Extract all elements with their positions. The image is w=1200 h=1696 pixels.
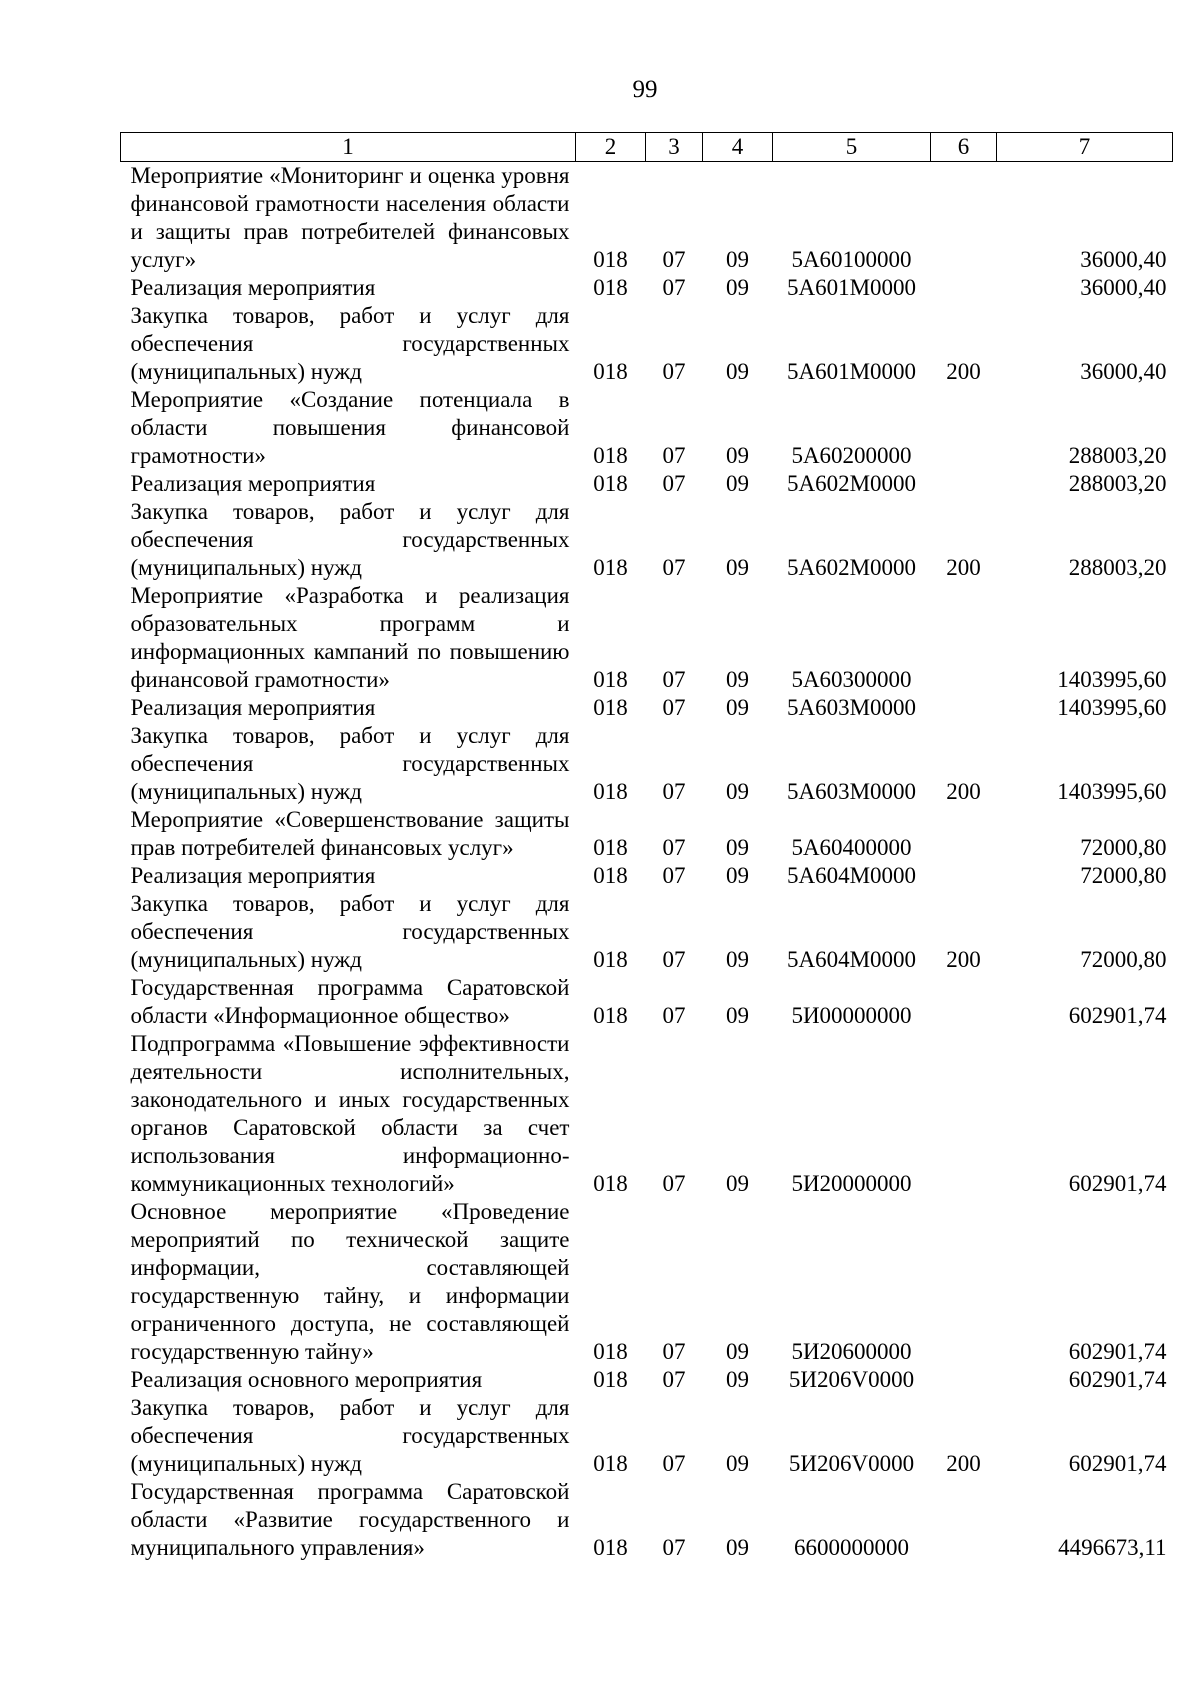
- row-col-5: 5И20600000: [791, 1339, 912, 1364]
- row-col-4: 09: [726, 835, 749, 860]
- row-col-6: [931, 274, 997, 302]
- row-col-4: 09: [726, 779, 749, 804]
- row-amount: 1403995,60: [1057, 695, 1167, 720]
- row-col-3: 07: [662, 1003, 686, 1028]
- row-col-4: 09: [726, 471, 749, 496]
- row-col-3: 07: [662, 1171, 686, 1196]
- row-amount: 72000,80: [1080, 835, 1167, 860]
- row-amount: 1403995,60: [1057, 667, 1167, 692]
- row-col-5: 5А604М0000: [786, 863, 917, 888]
- row-name: Подпрограмма «Повышение эффективности деятельности исполнительных, законодательного и иных государственных органов Саратовской области за счет использования информационно-коммуникационных технологий»: [130, 1031, 570, 1196]
- table-row: [121, 694, 1173, 722]
- row-col-2: 018: [593, 1339, 628, 1364]
- row-col-6: 200: [946, 947, 981, 972]
- row-name: Реализация мероприятия: [130, 471, 376, 496]
- row-name: Мероприятие «Разработка и реализация образовательных программ и информационных кампаний по повышению финансовой грамотности»: [130, 583, 570, 692]
- budget-table: [120, 132, 1172, 1562]
- row-col-4: 09: [726, 1003, 749, 1028]
- row-col-3: 07: [662, 1367, 686, 1392]
- row-col-5: 5А60400000: [791, 835, 912, 860]
- row-name: Закупка товаров, работ и услуг для обеспечения государственных (муниципальных) нужд: [130, 1395, 570, 1476]
- row-col-6: 200: [946, 359, 981, 384]
- row-name: Закупка товаров, работ и услуг для обеспечения государственных (муниципальных) нужд: [130, 303, 570, 384]
- row-col-6: [931, 1198, 997, 1366]
- header-cell-3: 3: [646, 133, 703, 162]
- row-col-2: 018: [593, 555, 628, 580]
- row-col-2: 018: [593, 667, 628, 692]
- row-col-4: 09: [726, 1367, 749, 1392]
- table-row: [121, 274, 1173, 302]
- table-row: [121, 806, 1173, 862]
- page-number: 99: [632, 76, 658, 103]
- row-col-3: 07: [662, 359, 686, 384]
- row-col-2: 018: [593, 247, 628, 272]
- row-col-6: [931, 862, 997, 890]
- row-col-2: 018: [593, 863, 628, 888]
- table-row: [121, 1198, 1173, 1366]
- row-amount: 4496673,11: [1058, 1535, 1167, 1560]
- table-row: [121, 498, 1173, 582]
- row-col-3: 07: [662, 443, 686, 468]
- row-col-3: 07: [662, 1535, 686, 1560]
- row-col-2: 018: [593, 779, 628, 804]
- row-col-2: 018: [593, 275, 628, 300]
- row-col-2: 018: [593, 359, 628, 384]
- row-name: Государственная программа Саратовской области «Информационное общество»: [130, 975, 570, 1028]
- row-amount: 36000,40: [1080, 275, 1167, 300]
- row-name: Реализация мероприятия: [130, 863, 376, 888]
- row-col-2: 018: [593, 1171, 628, 1196]
- row-col-5: 5А601М0000: [786, 359, 917, 384]
- row-col-2: 018: [593, 835, 628, 860]
- row-col-2: 018: [593, 1003, 628, 1028]
- row-col-6: [931, 162, 997, 275]
- table-row: [121, 890, 1173, 974]
- row-col-2: 018: [593, 947, 628, 972]
- row-col-4: 09: [726, 695, 749, 720]
- table-row: [121, 386, 1173, 470]
- table-row: [121, 722, 1173, 806]
- row-col-4: 09: [726, 667, 749, 692]
- row-col-6: [931, 582, 997, 694]
- row-col-4: 09: [726, 1339, 749, 1364]
- row-col-4: 09: [726, 863, 749, 888]
- row-col-5: 5А603М0000: [786, 695, 917, 720]
- row-col-2: 018: [593, 443, 628, 468]
- row-col-5: 5А60300000: [791, 667, 912, 692]
- row-col-3: 07: [662, 1339, 686, 1364]
- row-amount: 288003,20: [1068, 443, 1167, 468]
- row-col-6: 200: [946, 555, 981, 580]
- row-col-6: 200: [946, 1451, 981, 1476]
- row-name: Мероприятие «Создание потенциала в области повышения финансовой грамотности»: [130, 387, 570, 468]
- row-name: Мероприятие «Совершенствование защиты прав потребителей финансовых услуг»: [130, 807, 570, 860]
- row-col-6: [931, 1478, 997, 1562]
- table-row: [121, 1030, 1173, 1198]
- row-col-5: 5И20000000: [791, 1171, 912, 1196]
- table-row: [121, 974, 1173, 1030]
- row-col-6: 200: [946, 779, 981, 804]
- row-col-5: 5А603М0000: [786, 779, 917, 804]
- row-name: Реализация мероприятия: [130, 275, 376, 300]
- row-name: Реализация мероприятия: [130, 695, 376, 720]
- row-col-6: [931, 806, 997, 862]
- row-amount: 72000,80: [1080, 863, 1167, 888]
- header-cell-2: 2: [576, 133, 646, 162]
- row-col-3: 07: [662, 275, 686, 300]
- table-row: [121, 1394, 1173, 1478]
- row-col-2: 018: [593, 1367, 628, 1392]
- row-col-4: 09: [726, 1535, 749, 1560]
- row-col-6: [931, 1030, 997, 1198]
- row-col-5: 6600000000: [794, 1535, 909, 1560]
- row-amount: 602901,74: [1068, 1003, 1167, 1028]
- row-name: Закупка товаров, работ и услуг для обеспечения государственных (муниципальных) нужд: [130, 723, 570, 804]
- row-col-6: [931, 694, 997, 722]
- row-col-3: 07: [662, 779, 686, 804]
- row-col-5: 5И00000000: [791, 1003, 912, 1028]
- row-col-4: 09: [726, 359, 749, 384]
- row-name: Реализация основного мероприятия: [130, 1367, 483, 1392]
- row-name: Закупка товаров, работ и услуг для обеспечения государственных (муниципальных) нужд: [130, 891, 570, 972]
- row-col-3: 07: [662, 471, 686, 496]
- row-col-3: 07: [662, 1451, 686, 1476]
- row-col-2: 018: [593, 695, 628, 720]
- header-cell-4: 4: [703, 133, 773, 162]
- row-amount: 36000,40: [1080, 247, 1167, 272]
- row-col-3: 07: [662, 555, 686, 580]
- row-name: Закупка товаров, работ и услуг для обеспечения государственных (муниципальных) нужд: [130, 499, 570, 580]
- row-col-4: 09: [726, 1451, 749, 1476]
- row-col-3: 07: [662, 247, 686, 272]
- row-col-5: 5А604М0000: [786, 947, 917, 972]
- row-name: Основное мероприятие «Проведение мероприятий по технической защите информации, составляющей государственную тайну, и информации ограниченного доступа, не составляющей государственную тайну»: [130, 1199, 570, 1364]
- row-col-5: 5А602М0000: [786, 555, 917, 580]
- row-col-5: 5И206V0000: [788, 1367, 915, 1392]
- row-col-4: 09: [726, 443, 749, 468]
- header-cell-6: 6: [931, 133, 997, 162]
- row-col-5: 5А60100000: [791, 247, 912, 272]
- row-name: Мероприятие «Мониторинг и оценка уровня финансовой грамотности населения области и защиты прав потребителей финансовых услуг»: [130, 163, 570, 272]
- row-col-3: 07: [662, 947, 686, 972]
- row-col-3: 07: [662, 695, 686, 720]
- row-amount: 288003,20: [1068, 471, 1167, 496]
- table-row: [121, 470, 1173, 498]
- header-cell-5: 5: [773, 133, 931, 162]
- row-col-4: 09: [726, 247, 749, 272]
- table-body: [121, 162, 1173, 1563]
- row-col-2: 018: [593, 1535, 628, 1560]
- row-amount: 72000,80: [1080, 947, 1167, 972]
- table-row: [121, 862, 1173, 890]
- row-col-3: 07: [662, 835, 686, 860]
- header-cell-7: 7: [997, 133, 1173, 162]
- row-col-6: [931, 1366, 997, 1394]
- header-cell-1: 1: [121, 133, 576, 162]
- row-col-5: 5А60200000: [791, 443, 912, 468]
- table-row: [121, 1366, 1173, 1394]
- row-amount: 602901,74: [1068, 1451, 1167, 1476]
- row-amount: 602901,74: [1068, 1339, 1167, 1364]
- row-col-6: [931, 974, 997, 1030]
- row-col-4: 09: [726, 275, 749, 300]
- row-col-4: 09: [726, 947, 749, 972]
- table-row: [121, 162, 1173, 275]
- table-row: [121, 302, 1173, 386]
- row-col-3: 07: [662, 667, 686, 692]
- row-col-3: 07: [662, 863, 686, 888]
- table-row: [121, 582, 1173, 694]
- row-amount: 602901,74: [1068, 1367, 1167, 1392]
- row-col-4: 09: [726, 555, 749, 580]
- row-amount: 602901,74: [1068, 1171, 1167, 1196]
- row-col-6: [931, 386, 997, 470]
- table-row: [121, 1478, 1173, 1562]
- row-col-6: [931, 470, 997, 498]
- row-amount: 36000,40: [1080, 359, 1167, 384]
- row-col-5: 5А602М0000: [786, 471, 917, 496]
- table-header-row: [121, 133, 1173, 162]
- row-col-5: 5И206V0000: [788, 1451, 915, 1476]
- row-col-2: 018: [593, 1451, 628, 1476]
- row-name: Государственная программа Саратовской области «Развитие государственного и муниципального управления»: [130, 1479, 570, 1560]
- row-amount: 1403995,60: [1057, 779, 1167, 804]
- row-col-4: 09: [726, 1171, 749, 1196]
- row-amount: 288003,20: [1068, 555, 1167, 580]
- row-col-5: 5А601М0000: [786, 275, 917, 300]
- row-col-2: 018: [593, 471, 628, 496]
